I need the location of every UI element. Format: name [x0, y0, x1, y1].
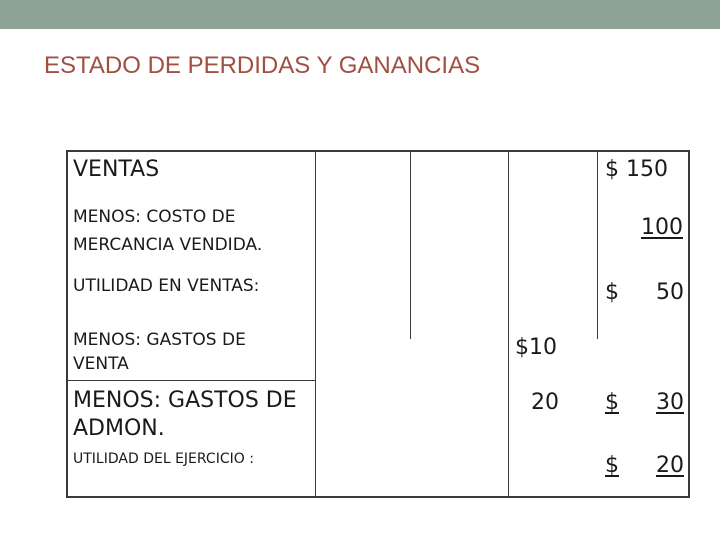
gastos-admon-total-value: 30 — [656, 390, 684, 415]
costo-label-line1: MENOS: COSTO DE — [73, 207, 236, 227]
utilidad-ejercicio-value: 20 — [656, 453, 684, 478]
gastos-venta-label-line1: MENOS: GASTOS DE — [73, 330, 246, 350]
costo-label-line2: MERCANCIA VENDIDA. — [73, 235, 263, 255]
utilidad-ventas-value: 50 — [656, 280, 684, 305]
table-column-divider — [315, 150, 316, 498]
ventas-value: $ 150 — [605, 157, 668, 182]
page-title: ESTADO DE PERDIDAS Y GANANCIAS — [44, 52, 481, 79]
table-column-divider — [597, 150, 598, 339]
gastos-venta-value: $10 — [515, 335, 557, 360]
top-bar — [0, 0, 720, 29]
utilidad-ejercicio-currency: $ — [605, 453, 619, 478]
gastos-venta-label-line2: VENTA — [73, 354, 129, 374]
utilidad-ventas-currency: $ — [605, 280, 619, 305]
utilidad-ejercicio-label: UTILIDAD DEL EJERCICIO : — [73, 451, 254, 467]
costo-value: 100 — [641, 215, 683, 240]
gastos-admon-label-line2: ADMON. — [73, 416, 165, 441]
table-column-divider — [508, 150, 509, 498]
gastos-admon-total-currency: $ — [605, 390, 619, 415]
gastos-admon-value: 20 — [531, 390, 559, 415]
ventas-label: VENTAS — [73, 157, 160, 182]
gastos-admon-label-line1: MENOS: GASTOS DE — [73, 388, 297, 413]
table-row-divider — [66, 380, 316, 381]
utilidad-ventas-label: UTILIDAD EN VENTAS: — [73, 276, 260, 296]
table-column-divider — [410, 150, 411, 339]
